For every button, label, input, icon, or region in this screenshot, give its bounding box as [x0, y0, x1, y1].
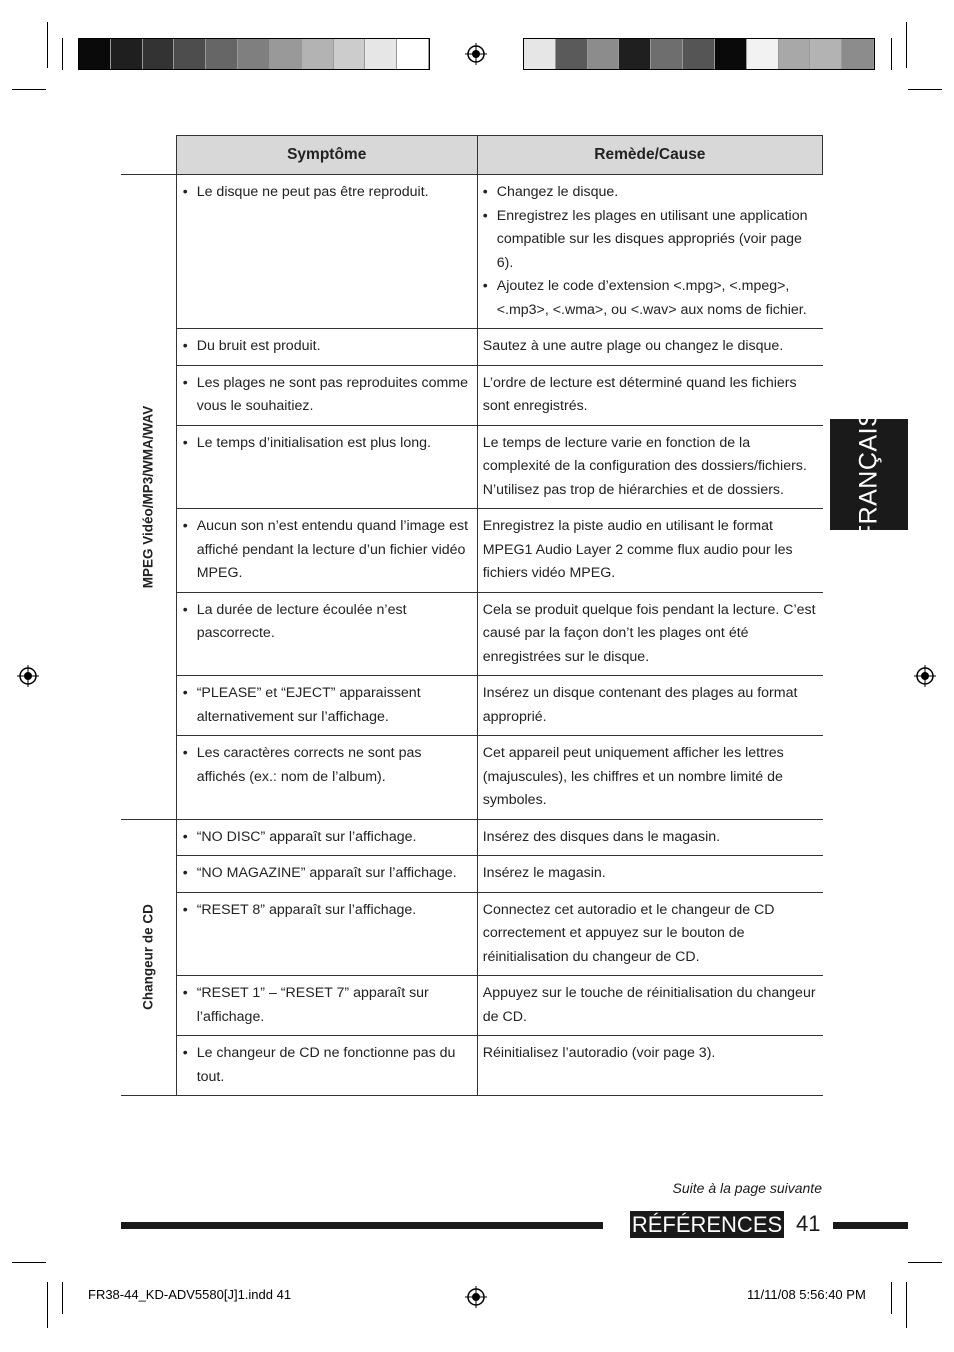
- remedy-list-item: [483, 181, 818, 205]
- remedy-list-item: [483, 275, 818, 322]
- color-swatch: [334, 39, 366, 69]
- category-label: MPEG Vidéo/MP3/WMA/WAV: [140, 405, 156, 589]
- crop-mark: [908, 1262, 942, 1263]
- crop-mark: [908, 89, 942, 90]
- symptom-text: Le disque ne peut pas être reproduit.: [196, 184, 429, 200]
- symptom-cell: [176, 892, 477, 976]
- remedy-list-item: [483, 205, 818, 276]
- symptom-column-header: Symptôme: [176, 136, 477, 175]
- symptom-text: “PLEASE” et “EJECT” apparaissent alternativement sur l’affichage.: [196, 685, 421, 725]
- remedy-text: Appuyez sur le touche de réinitialisation du changeur de CD.: [482, 985, 816, 1025]
- color-swatch: [79, 39, 111, 69]
- bullet: •: [482, 184, 488, 200]
- table-row: [121, 736, 823, 820]
- remedy-cell: [477, 365, 822, 425]
- category-cell: [121, 175, 176, 820]
- color-swatch: [747, 39, 779, 69]
- table-row: [121, 425, 823, 509]
- symptom-text: Les caractères corrects ne sont pas affichés (ex.: nom de l’album).: [196, 745, 422, 785]
- symptom-text: Aucun son n’est entendu quand l’image est affiché pendant la lecture d’un fichier vidéo MPEG.: [196, 518, 469, 581]
- symptom-cell: [176, 736, 477, 820]
- color-swatch: [365, 39, 397, 69]
- symptom-text: La durée de lecture écoulée n’est pascorrecte.: [196, 601, 407, 641]
- language-side-tab: [830, 409, 908, 540]
- table-row: [121, 976, 823, 1036]
- continued-note: Suite à la page suivante: [672, 1180, 822, 1196]
- color-swatch: [302, 39, 334, 69]
- table-row: [121, 856, 823, 893]
- color-swatch: [619, 39, 651, 69]
- symptom-cell: [176, 175, 477, 329]
- table-row: [121, 1036, 823, 1096]
- remedy-text: Insérez le magasin.: [482, 865, 606, 881]
- remedy-text: Réinitialisez l’autoradio (voir page 3).: [482, 1045, 716, 1061]
- bullet: •: [482, 207, 488, 224]
- color-swatch: [556, 39, 588, 69]
- registration-target-icon: [465, 43, 487, 65]
- footer-rule-left: [121, 1222, 603, 1229]
- crop-mark: [891, 38, 892, 70]
- bullet: •: [182, 828, 188, 845]
- color-swatch: [397, 39, 429, 69]
- remedy-cell: [477, 592, 822, 676]
- print-slug-date: 11/11/08 5:56:40 PM: [747, 1287, 866, 1302]
- table-row: [121, 592, 823, 676]
- bullet: •: [182, 338, 188, 354]
- remedy-column-header: Remède/Cause: [477, 136, 822, 175]
- symptom-text: “NO MAGAZINE” apparaît sur l’affichage.: [196, 865, 457, 881]
- color-swatch: [651, 39, 683, 69]
- crop-mark: [891, 1282, 892, 1314]
- remedy-text: Insérez des disques dans le magasin.: [482, 828, 721, 845]
- symptom-cell: [176, 592, 477, 676]
- crop-mark: [906, 1282, 907, 1328]
- table-row: [121, 329, 823, 366]
- crop-mark: [62, 1282, 63, 1314]
- crop-mark: [47, 1282, 48, 1328]
- symptom-cell: [176, 425, 477, 509]
- table-row: [121, 175, 823, 329]
- symptom-cell: [176, 676, 477, 736]
- remedy-cell: [477, 509, 822, 593]
- table-row: [121, 892, 823, 976]
- remedy-cell: [477, 175, 822, 329]
- color-calibration-bar-left: [78, 38, 430, 70]
- remedy-cell: [477, 329, 822, 366]
- language-tab-label: FRANÇAIS: [854, 409, 883, 540]
- bullet: •: [182, 434, 188, 451]
- section-label: RÉFÉRENCES: [631, 1212, 783, 1237]
- troubleshooting-table: [121, 135, 823, 1096]
- category-label: Changeur de CD: [140, 904, 156, 1011]
- symptom-text: Le changeur de CD ne fonctionne pas du tout.: [196, 1045, 456, 1085]
- table-row: [121, 676, 823, 736]
- color-swatch: [206, 39, 238, 69]
- crop-mark: [62, 38, 63, 70]
- symptom-cell: [176, 856, 477, 893]
- remedy-cell: [477, 676, 822, 736]
- bullet: •: [182, 745, 188, 761]
- symptom-cell: [176, 329, 477, 366]
- color-swatch: [810, 39, 842, 69]
- remedy-cell: [477, 1036, 822, 1096]
- color-calibration-bar-right: [523, 38, 875, 70]
- bullet: •: [182, 374, 188, 391]
- symptom-text: Les plages ne sont pas reproduites comme vous le souhaitiez.: [196, 374, 468, 414]
- remedy-cell: [477, 892, 822, 976]
- crop-mark: [906, 22, 907, 68]
- remedy-text: Le temps de lecture varie en fonction de la complexité de la configuration des dossiers/fichiers. N’utilisez pas trop de hiérarchies et de dossiers.: [482, 434, 807, 498]
- remedy-text: Enregistrez les plages en utilisant une application compatible sur les disques appropriés (voir page 6).: [496, 207, 808, 271]
- bullet: •: [182, 518, 188, 534]
- color-swatch: [715, 39, 747, 69]
- bullet: •: [182, 901, 188, 918]
- remedy-text: Ajoutez le code d’extension <.mpg>, <.mpeg>, <.mp3>, <.wma>, ou <.wav> aux noms de fichier.: [496, 278, 807, 318]
- crop-mark: [12, 1262, 46, 1263]
- remedy-cell: [477, 976, 822, 1036]
- remedy-text: Connectez cet autoradio et le changeur de CD correctement et appuyez sur le bouton de réinitialisation du changeur de CD.: [482, 901, 775, 965]
- remedy-text: L’ordre de lecture est déterminé quand les fichiers sont enregistrés.: [482, 374, 797, 414]
- remedy-cell: [477, 856, 822, 893]
- remedy-cell: [477, 819, 822, 856]
- crop-mark: [47, 22, 48, 68]
- bullet: •: [182, 865, 188, 881]
- symptom-cell: [176, 365, 477, 425]
- bullet: •: [182, 184, 188, 200]
- crop-mark: [12, 89, 46, 90]
- remedy-text: Cela se produit quelque fois pendant la lecture. C’est causé par la façon don’t les plages ont été enregistrées sur le disque.: [482, 601, 816, 665]
- bullet: •: [182, 985, 188, 1001]
- remedy-text: Sautez à une autre plage ou changez le disque.: [482, 338, 784, 354]
- symptom-cell: [176, 976, 477, 1036]
- symptom-text: “NO DISC” apparaît sur l’affichage.: [196, 828, 417, 845]
- category-cell: [121, 819, 176, 1096]
- color-swatch: [143, 39, 175, 69]
- color-swatch: [524, 39, 556, 69]
- symptom-cell: [176, 509, 477, 593]
- symptom-text: Du bruit est produit.: [196, 338, 321, 354]
- bullet: •: [182, 601, 188, 618]
- remedy-list: [483, 181, 818, 322]
- category-header: [121, 136, 176, 175]
- color-swatch: [270, 39, 302, 69]
- color-swatch: [683, 39, 715, 69]
- color-swatch: [111, 39, 143, 69]
- symptom-text: “RESET 1” – “RESET 7” apparaît sur l’affichage.: [196, 985, 429, 1025]
- remedy-cell: [477, 736, 822, 820]
- print-slug-file: FR38-44_KD-ADV5580[J]1.indd 41: [88, 1287, 292, 1302]
- symptom-text: Le temps d’initialisation est plus long.: [196, 434, 431, 451]
- footer-rule-right: [833, 1222, 908, 1229]
- registration-target-icon: [465, 1286, 487, 1308]
- registration-target-icon: [914, 665, 936, 687]
- remedy-text: Insérez un disque contenant des plages au format approprié.: [482, 685, 798, 725]
- color-swatch: [174, 39, 206, 69]
- color-swatch: [779, 39, 811, 69]
- bullet: •: [182, 1045, 188, 1061]
- table-row: [121, 819, 823, 856]
- bullet: •: [182, 685, 188, 701]
- remedy-text: Changez le disque.: [496, 184, 619, 200]
- symptom-text: “RESET 8” apparaît sur l’affichage.: [196, 901, 417, 918]
- color-swatch: [588, 39, 620, 69]
- remedy-text: Enregistrez la piste audio en utilisant le format MPEG1 Audio Layer 2 comme flux audio pour les fichiers vidéo MPEG.: [482, 518, 793, 581]
- color-swatch: [842, 39, 874, 69]
- page-number: 41: [796, 1211, 821, 1236]
- registration-target-icon: [17, 665, 39, 687]
- color-swatch: [238, 39, 270, 69]
- table-row: [121, 509, 823, 593]
- remedy-text: Cet appareil peut uniquement afficher les lettres (majuscules), les chiffres et un nombre limité de symboles.: [482, 745, 784, 808]
- table-header-row: [121, 136, 823, 175]
- symptom-cell: [176, 1036, 477, 1096]
- symptom-cell: [176, 819, 477, 856]
- remedy-cell: [477, 425, 822, 509]
- bullet: •: [482, 278, 488, 294]
- table-row: [121, 365, 823, 425]
